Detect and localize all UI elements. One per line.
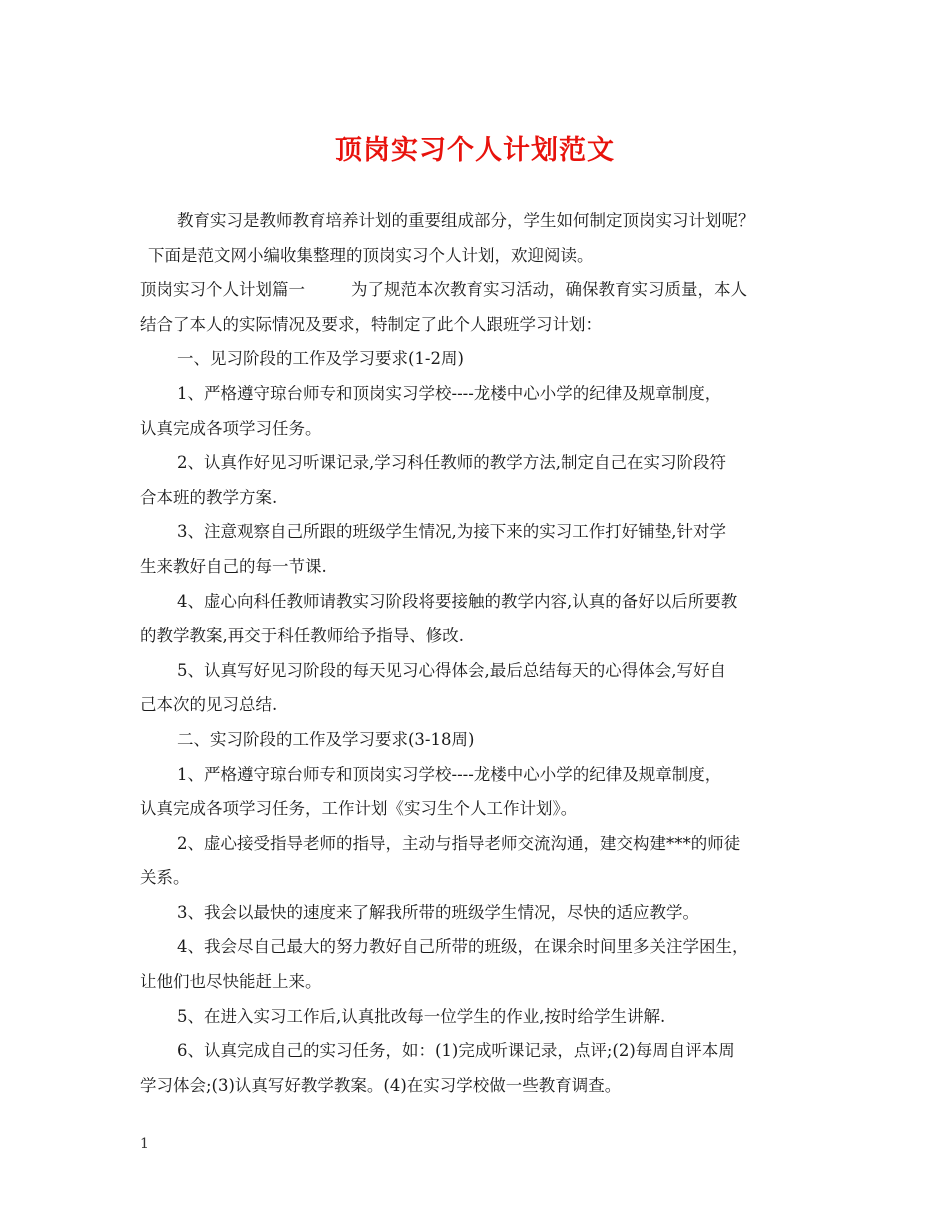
- document-body: [140, 204, 820, 1103]
- paragraph-line: 3、我会以最快的速度来了解我所带的班级学生情况，尽快的适应教学。: [177, 902, 699, 922]
- paragraph-line: 的教学教案,再交于科任教师给予指导、修改.: [140, 626, 464, 646]
- paragraph-line: 让他们也尽快能赶上来。: [140, 972, 322, 992]
- paragraph-line: 生来教好自己的每一节课.: [140, 556, 327, 576]
- paragraph-line: 己本次的见习总结.: [140, 695, 278, 715]
- paragraph-line: 关系。: [140, 868, 190, 888]
- paragraph-line: 1、严格遵守琼台师专和顶岗实习学校----龙楼中心小学的纪律及规章制度，: [177, 764, 722, 784]
- paragraph-line: 结合了本人的实际情况及要求，特制定了此个人跟班学习计划：: [140, 314, 602, 334]
- section-heading: 顶岗实习个人计划篇一: [140, 280, 305, 300]
- paragraph-line: 合本班的教学方案.: [140, 487, 278, 507]
- section-heading: 二、实习阶段的工作及学习要求(3-18周): [177, 729, 475, 749]
- paragraph-line: 5、在进入实习工作后,认真批改每一位学生的作业,按时给学生讲解.: [177, 1006, 666, 1026]
- paragraph-line: 5、认真写好见习阶段的每天见习心得体会,最后总结每天的心得体会,写好自: [177, 660, 726, 680]
- paragraph-line: 2、认真作好见习听课记录,学习科任教师的教学方法,制定自己在实习阶段符: [177, 453, 726, 473]
- paragraph-line: 4、我会尽自己最大的努力教好自己所带的班级，在课余时间里多关注学困生，: [177, 937, 749, 957]
- paragraph-line: 下面是范文网小编收集整理的顶岗实习个人计划，欢迎阅读。: [148, 245, 594, 265]
- paragraph-line: 认真完成各项学习任务。: [140, 418, 322, 438]
- paragraph-line: 3、注意观察自己所跟的班级学生情况,为接下来的实习工作打好铺垫,针对学: [177, 522, 726, 542]
- paragraph-text: 为了规范本次教育实习活动，确保教育实习质量，本人: [351, 280, 747, 300]
- paragraph-line: 6、认真完成自己的实习任务，如：(1)完成听课记录，点评;(2)每周自评本周: [177, 1041, 735, 1061]
- paragraph-line: 4、虚心向科任教师请教实习阶段将要接触的教学内容,认真的备好以后所要教: [177, 591, 738, 611]
- paragraph-line: 1、严格遵守琼台师专和顶岗实习学校----龙楼中心小学的纪律及规章制度，: [177, 383, 722, 403]
- paragraph-line: 教育实习是教师教育培养计划的重要组成部分，学生如何制定顶岗实习计划呢？: [177, 211, 755, 230]
- page-number: 1: [140, 1136, 149, 1152]
- paragraph-line: 学习体会;(3)认真写好教学教案。(4)在实习学校做一些教育调查。: [140, 1075, 622, 1095]
- document-title: 顶岗实习个人计划范文: [335, 135, 615, 166]
- paragraph-line: 认真完成各项学习任务，工作计划《实习生个人工作计划》。: [140, 799, 578, 819]
- paragraph-line: 2、虚心接受指导老师的指导，主动与指导老师交流沟通，建交构建***的师徒: [177, 833, 741, 853]
- paragraph-line: [140, 273, 820, 308]
- section-heading: 一、见习阶段的工作及学习要求(1-2周): [177, 349, 464, 369]
